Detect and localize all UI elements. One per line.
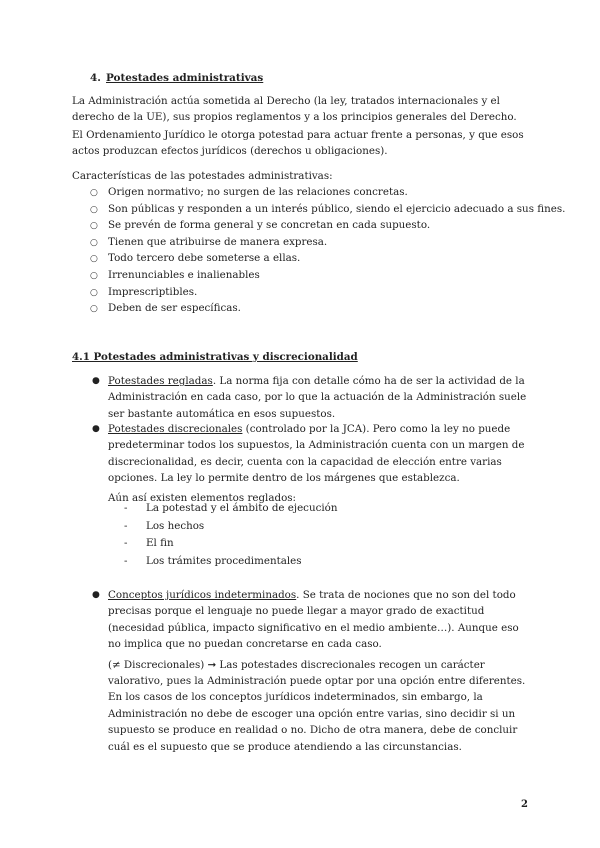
circle-bullet-icon: ○: [90, 304, 98, 315]
section-4-title: Potestades administrativas: [106, 72, 264, 84]
dash-bullet-icon: -: [124, 519, 128, 532]
list-item: - Los hechos: [124, 518, 337, 536]
circle-bullet-icon: ○: [90, 188, 98, 198]
list-item: ○ Tienen que atribuirse de manera expresa.: [90, 234, 530, 251]
circle-bullet-icon: ○: [90, 287, 98, 298]
term-regladas: Potestades regladas: [108, 375, 213, 387]
characteristics-intro: Características de las potestades administrativas:: [72, 170, 333, 182]
circle-bullet-icon: ○: [90, 237, 98, 248]
page-number: 2: [521, 799, 528, 810]
dash-bullet-icon: -: [124, 502, 128, 514]
paragraph-administration: La Administración actúa sometida al Derecho (la ley, tratados internacionales y el derecho de la UE), sus propios reglamentos y a los principios generales del Derecho.: [72, 95, 517, 124]
dash-bullet-icon: -: [124, 554, 128, 567]
elements-intro: Aún así existen elementos reglados:: [108, 491, 297, 504]
bullet-icon: ●: [92, 590, 100, 600]
term-discrecionales: Potestades discrecionales: [108, 423, 243, 435]
conceptos-note: (≠ Discrecionales) ➞ Las potestades discrecionales recogen un carácter valorativo, pues la Administración puede optar por una opción entre diferentes. En los casos de los conceptos jurídicos indeterminados, sin embargo, la Administración no debe de escoger una opción entre varias, sino decidir si un supuesto se produce en realidad o no. Dicho de otra manera, debe de concluir cuál es el supuesto que se produce atendiendo a las circunstancias.: [108, 658, 526, 753]
list-item: ○ Deben de ser específicas.: [90, 300, 530, 317]
list-item: ○ Se prevén de forma general y se concretan en cada supuesto.: [90, 217, 530, 234]
bullet-icon: ●: [92, 376, 100, 386]
list-item: ○ Son públicas y responden a un interés público, siendo el ejercicio adecuado a sus fines.: [90, 201, 530, 218]
term-conceptos: Conceptos jurídicos indeterminados: [108, 589, 297, 601]
list-item: ○ Irrenunciables e inalienables: [90, 267, 530, 284]
list-item: ○ Imprescriptibles.: [90, 284, 530, 301]
characteristics-list: [90, 184, 566, 317]
section-4-1-heading: 4.1 Potestades administrativas y discrecionalidad: [72, 351, 358, 363]
list-item: - El fin: [124, 535, 337, 553]
section-4-heading: [90, 70, 263, 86]
list-item: - La potestad y el ámbito de ejecución: [124, 500, 337, 518]
paragraph-ordenamiento: El Ordenamiento Jurídico le otorga potestad para actuar frente a personas, y que esos actos produzcan efectos jurídicos (derechos u obligaciones).: [72, 129, 524, 158]
list-item-regladas: ● Potestades regladas. La norma fija con detalle cómo ha de ser la actividad de la Administración en cada caso, por lo que la actuación de la Administración suele ser bastante automática en esos supuestos.: [92, 375, 527, 420]
circle-bullet-icon: ○: [90, 254, 98, 265]
bullet-icon: ●: [92, 424, 100, 434]
circle-bullet-icon: ○: [90, 221, 98, 232]
list-item-discrecionales: ● Potestades discrecionales (controlado por la JCA). Pero como la ley no puede predeterminar todos los supuestos, la Administración cuenta con un margen de discrecionalidad, es decir, cuenta con la capacidad de elección entre varias opciones. La ley lo permite dentro de los márgenes que establezca. Aún así existen elementos reglados:: [92, 421, 532, 506]
section-4-number: 4.: [90, 72, 101, 84]
reglados-elements-list: [124, 500, 337, 570]
circle-bullet-icon: ○: [90, 270, 98, 281]
list-item: - Los trámites procedimentales: [124, 553, 337, 571]
circle-bullet-icon: ○: [90, 204, 98, 215]
list-item: ○ Origen normativo; no surgen de las relaciones concretas.: [90, 184, 530, 201]
dash-bullet-icon: -: [124, 537, 128, 550]
list-item: ○ Todo tercero debe someterse a ellas.: [90, 250, 530, 267]
list-item-conceptos: ● Conceptos jurídicos indeterminados. Se trata de nociones que no son del todo precisas porque el lenguaje no puede llegar a mayor grado de exactitud (necesidad pública, impacto significativo en el medio ambiente…). Aunque eso no implica que no puedan concretarse en cada caso. (≠ Discrecionales) ➞ Las potestades discrecionales recogen un carácter valorativo, pues la Administración puede optar por una opción entre diferentes. En los casos de los conceptos jurídicos indeterminados, sin embargo, la Administración no debe de escoger una opción entre varias, sino decidir si un supuesto se produce en realidad o no. Dicho de otra manera, debe de concluir cuál es el supuesto que se produce atendiendo a las circunstancias.: [92, 587, 532, 755]
